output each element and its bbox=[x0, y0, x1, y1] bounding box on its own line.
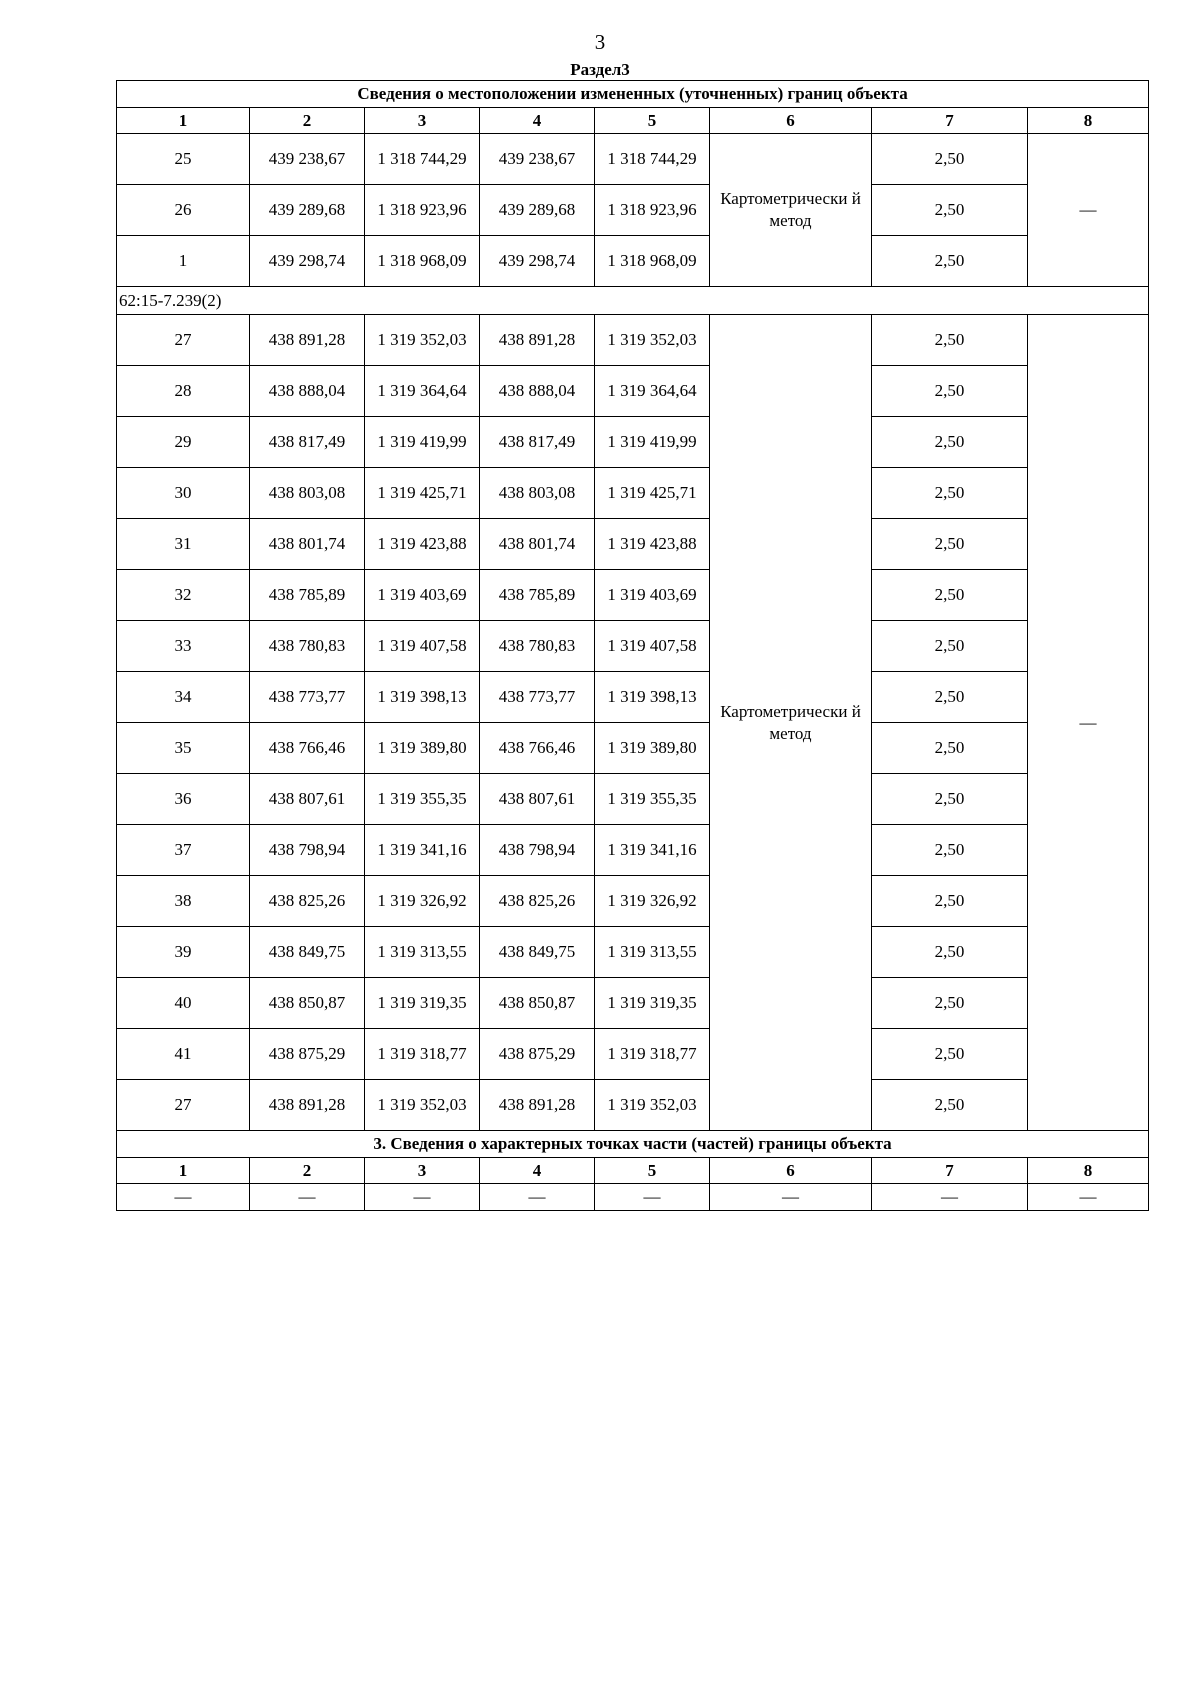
y-existing-cell: 1 319 352,03 bbox=[365, 1080, 480, 1131]
column-header: 7 bbox=[872, 108, 1028, 134]
point-number-cell: 31 bbox=[117, 519, 250, 570]
table-row bbox=[117, 1080, 1149, 1131]
y-new-cell: 1 319 326,92 bbox=[595, 876, 710, 927]
x-existing-cell: 438 780,83 bbox=[250, 621, 365, 672]
x-existing-cell: 438 825,26 bbox=[250, 876, 365, 927]
y-new-cell: 1 319 313,55 bbox=[595, 927, 710, 978]
x-existing-cell: 438 773,77 bbox=[250, 672, 365, 723]
x-new-cell: 439 238,67 bbox=[480, 134, 595, 185]
boundary-table bbox=[116, 80, 1149, 1211]
table-row bbox=[117, 927, 1149, 978]
x-existing-cell: 438 803,08 bbox=[250, 468, 365, 519]
accuracy-cell: 2,50 bbox=[872, 519, 1028, 570]
accuracy-cell: 2,50 bbox=[872, 825, 1028, 876]
table2-column-header-row bbox=[117, 1158, 1149, 1184]
x-new-cell: 438 825,26 bbox=[480, 876, 595, 927]
table2-caption: 3. Сведения о характерных точках части (частей) границы объекта bbox=[117, 1131, 1149, 1158]
column-header: 2 bbox=[250, 108, 365, 134]
accuracy-cell: 2,50 bbox=[872, 1080, 1028, 1131]
x-existing-cell: 438 891,28 bbox=[250, 1080, 365, 1131]
y-existing-cell: 1 319 389,80 bbox=[365, 723, 480, 774]
accuracy-cell: 2,50 bbox=[872, 417, 1028, 468]
y-existing-cell: 1 318 968,09 bbox=[365, 236, 480, 287]
table-row bbox=[117, 978, 1149, 1029]
x-new-cell: 438 798,94 bbox=[480, 825, 595, 876]
dash-cell: — bbox=[595, 1184, 710, 1211]
x-existing-cell: 438 891,28 bbox=[250, 315, 365, 366]
table-row bbox=[117, 134, 1149, 185]
y-existing-cell: 1 319 364,64 bbox=[365, 366, 480, 417]
y-existing-cell: 1 319 318,77 bbox=[365, 1029, 480, 1080]
x-existing-cell: 438 798,94 bbox=[250, 825, 365, 876]
accuracy-cell: 2,50 bbox=[872, 1029, 1028, 1080]
y-existing-cell: 1 319 419,99 bbox=[365, 417, 480, 468]
point-number-cell: 29 bbox=[117, 417, 250, 468]
point-number-cell: 32 bbox=[117, 570, 250, 621]
x-existing-cell: 439 289,68 bbox=[250, 185, 365, 236]
point-number-cell: 30 bbox=[117, 468, 250, 519]
accuracy-cell: 2,50 bbox=[872, 134, 1028, 185]
y-new-cell: 1 318 744,29 bbox=[595, 134, 710, 185]
y-existing-cell: 1 319 407,58 bbox=[365, 621, 480, 672]
y-new-cell: 1 319 407,58 bbox=[595, 621, 710, 672]
y-new-cell: 1 318 968,09 bbox=[595, 236, 710, 287]
table-row bbox=[117, 236, 1149, 287]
accuracy-cell: 2,50 bbox=[872, 468, 1028, 519]
x-new-cell: 439 289,68 bbox=[480, 185, 595, 236]
x-existing-cell: 438 785,89 bbox=[250, 570, 365, 621]
accuracy-cell: 2,50 bbox=[872, 723, 1028, 774]
x-existing-cell: 438 817,49 bbox=[250, 417, 365, 468]
point-number-cell: 41 bbox=[117, 1029, 250, 1080]
y-existing-cell: 1 319 398,13 bbox=[365, 672, 480, 723]
point-number-cell: 25 bbox=[117, 134, 250, 185]
y-existing-cell: 1 319 313,55 bbox=[365, 927, 480, 978]
dash-cell: — bbox=[365, 1184, 480, 1211]
point-number-cell: 40 bbox=[117, 978, 250, 1029]
column-header: 6 bbox=[710, 1158, 872, 1184]
column-header: 1 bbox=[117, 1158, 250, 1184]
x-existing-cell: 439 298,74 bbox=[250, 236, 365, 287]
accuracy-cell: 2,50 bbox=[872, 366, 1028, 417]
point-number-cell: 34 bbox=[117, 672, 250, 723]
page-number: 3 bbox=[594, 30, 606, 54]
x-new-cell: 438 891,28 bbox=[480, 315, 595, 366]
dash-cell: — bbox=[117, 1184, 250, 1211]
y-existing-cell: 1 319 341,16 bbox=[365, 825, 480, 876]
accuracy-cell: 2,50 bbox=[872, 978, 1028, 1029]
point-number-cell: 38 bbox=[117, 876, 250, 927]
x-existing-cell: 438 801,74 bbox=[250, 519, 365, 570]
y-new-cell: 1 319 341,16 bbox=[595, 825, 710, 876]
y-new-cell: 1 318 923,96 bbox=[595, 185, 710, 236]
column-header: 2 bbox=[250, 1158, 365, 1184]
y-new-cell: 1 319 403,69 bbox=[595, 570, 710, 621]
table-row bbox=[117, 315, 1149, 366]
table-row bbox=[117, 519, 1149, 570]
y-new-cell: 1 319 389,80 bbox=[595, 723, 710, 774]
table-row bbox=[117, 876, 1149, 927]
dash-cell: — bbox=[1028, 1184, 1149, 1211]
column-header: 5 bbox=[595, 1158, 710, 1184]
section-title: Раздел3 bbox=[570, 60, 630, 79]
table-row bbox=[117, 621, 1149, 672]
accuracy-cell: 2,50 bbox=[872, 672, 1028, 723]
y-existing-cell: 1 318 744,29 bbox=[365, 134, 480, 185]
column-header: 8 bbox=[1028, 1158, 1149, 1184]
y-new-cell: 1 319 419,99 bbox=[595, 417, 710, 468]
table-row bbox=[117, 723, 1149, 774]
y-new-cell: 1 319 398,13 bbox=[595, 672, 710, 723]
dash-cell: — bbox=[250, 1184, 365, 1211]
point-number-cell: 26 bbox=[117, 185, 250, 236]
table-row bbox=[117, 366, 1149, 417]
point-number-cell: 35 bbox=[117, 723, 250, 774]
point-number-cell: 39 bbox=[117, 927, 250, 978]
y-existing-cell: 1 319 352,03 bbox=[365, 315, 480, 366]
y-new-cell: 1 319 355,35 bbox=[595, 774, 710, 825]
column-header: 7 bbox=[872, 1158, 1028, 1184]
x-new-cell: 438 850,87 bbox=[480, 978, 595, 1029]
y-existing-cell: 1 319 326,92 bbox=[365, 876, 480, 927]
x-new-cell: 438 801,74 bbox=[480, 519, 595, 570]
x-existing-cell: 438 807,61 bbox=[250, 774, 365, 825]
dash-cell: — bbox=[872, 1184, 1028, 1211]
y-new-cell: 1 319 364,64 bbox=[595, 366, 710, 417]
table-row bbox=[117, 1029, 1149, 1080]
x-new-cell: 438 780,83 bbox=[480, 621, 595, 672]
accuracy-cell: 2,50 bbox=[872, 774, 1028, 825]
x-new-cell: 438 888,04 bbox=[480, 366, 595, 417]
x-new-cell: 438 891,28 bbox=[480, 1080, 595, 1131]
column-header: 3 bbox=[365, 108, 480, 134]
method-cell: Картометрически й метод bbox=[710, 315, 872, 1131]
dash-cell: — bbox=[710, 1184, 872, 1211]
point-number-cell: 33 bbox=[117, 621, 250, 672]
note-cell: — bbox=[1028, 134, 1149, 287]
x-existing-cell: 438 888,04 bbox=[250, 366, 365, 417]
y-existing-cell: 1 318 923,96 bbox=[365, 185, 480, 236]
table2-row bbox=[117, 1184, 1149, 1211]
point-number-cell: 1 bbox=[117, 236, 250, 287]
y-existing-cell: 1 319 355,35 bbox=[365, 774, 480, 825]
x-new-cell: 438 849,75 bbox=[480, 927, 595, 978]
point-number-cell: 36 bbox=[117, 774, 250, 825]
y-new-cell: 1 319 319,35 bbox=[595, 978, 710, 1029]
accuracy-cell: 2,50 bbox=[872, 621, 1028, 672]
x-new-cell: 438 807,61 bbox=[480, 774, 595, 825]
accuracy-cell: 2,50 bbox=[872, 570, 1028, 621]
column-header: 6 bbox=[710, 108, 872, 134]
table-row bbox=[117, 570, 1149, 621]
table-caption-row bbox=[117, 81, 1149, 108]
accuracy-cell: 2,50 bbox=[872, 315, 1028, 366]
x-new-cell: 438 785,89 bbox=[480, 570, 595, 621]
table2-caption-row bbox=[117, 1131, 1149, 1158]
column-header: 4 bbox=[480, 1158, 595, 1184]
y-existing-cell: 1 319 423,88 bbox=[365, 519, 480, 570]
accuracy-cell: 2,50 bbox=[872, 236, 1028, 287]
y-new-cell: 1 319 423,88 bbox=[595, 519, 710, 570]
table-row bbox=[117, 672, 1149, 723]
note-cell: — bbox=[1028, 315, 1149, 1131]
table-row bbox=[117, 417, 1149, 468]
boundary-table-body bbox=[117, 81, 1149, 1211]
accuracy-cell: 2,50 bbox=[872, 927, 1028, 978]
x-existing-cell: 438 849,75 bbox=[250, 927, 365, 978]
column-header: 5 bbox=[595, 108, 710, 134]
group-label: 62:15-7.239(2) bbox=[117, 287, 1149, 315]
y-existing-cell: 1 319 425,71 bbox=[365, 468, 480, 519]
y-existing-cell: 1 319 319,35 bbox=[365, 978, 480, 1029]
x-existing-cell: 438 875,29 bbox=[250, 1029, 365, 1080]
column-header-row bbox=[117, 108, 1149, 134]
x-new-cell: 438 773,77 bbox=[480, 672, 595, 723]
x-existing-cell: 439 238,67 bbox=[250, 134, 365, 185]
x-new-cell: 438 875,29 bbox=[480, 1029, 595, 1080]
accuracy-cell: 2,50 bbox=[872, 876, 1028, 927]
dash-cell: — bbox=[480, 1184, 595, 1211]
point-number-cell: 27 bbox=[117, 1080, 250, 1131]
table-row bbox=[117, 774, 1149, 825]
table-caption: Сведения о местоположении измененных (уточненных) границ объекта bbox=[117, 81, 1149, 108]
y-new-cell: 1 319 352,03 bbox=[595, 315, 710, 366]
method-cell: Картометрически й метод bbox=[710, 134, 872, 287]
x-new-cell: 439 298,74 bbox=[480, 236, 595, 287]
column-header: 3 bbox=[365, 1158, 480, 1184]
table-row bbox=[117, 185, 1149, 236]
x-new-cell: 438 766,46 bbox=[480, 723, 595, 774]
y-new-cell: 1 319 352,03 bbox=[595, 1080, 710, 1131]
column-header: 4 bbox=[480, 108, 595, 134]
column-header: 1 bbox=[117, 108, 250, 134]
y-new-cell: 1 319 318,77 bbox=[595, 1029, 710, 1080]
x-existing-cell: 438 850,87 bbox=[250, 978, 365, 1029]
x-new-cell: 438 817,49 bbox=[480, 417, 595, 468]
y-existing-cell: 1 319 403,69 bbox=[365, 570, 480, 621]
point-number-cell: 37 bbox=[117, 825, 250, 876]
column-header: 8 bbox=[1028, 108, 1149, 134]
point-number-cell: 27 bbox=[117, 315, 250, 366]
accuracy-cell: 2,50 bbox=[872, 185, 1028, 236]
group-label-row bbox=[117, 287, 1149, 315]
table-row bbox=[117, 468, 1149, 519]
y-new-cell: 1 319 425,71 bbox=[595, 468, 710, 519]
x-new-cell: 438 803,08 bbox=[480, 468, 595, 519]
point-number-cell: 28 bbox=[117, 366, 250, 417]
table-row bbox=[117, 825, 1149, 876]
x-existing-cell: 438 766,46 bbox=[250, 723, 365, 774]
